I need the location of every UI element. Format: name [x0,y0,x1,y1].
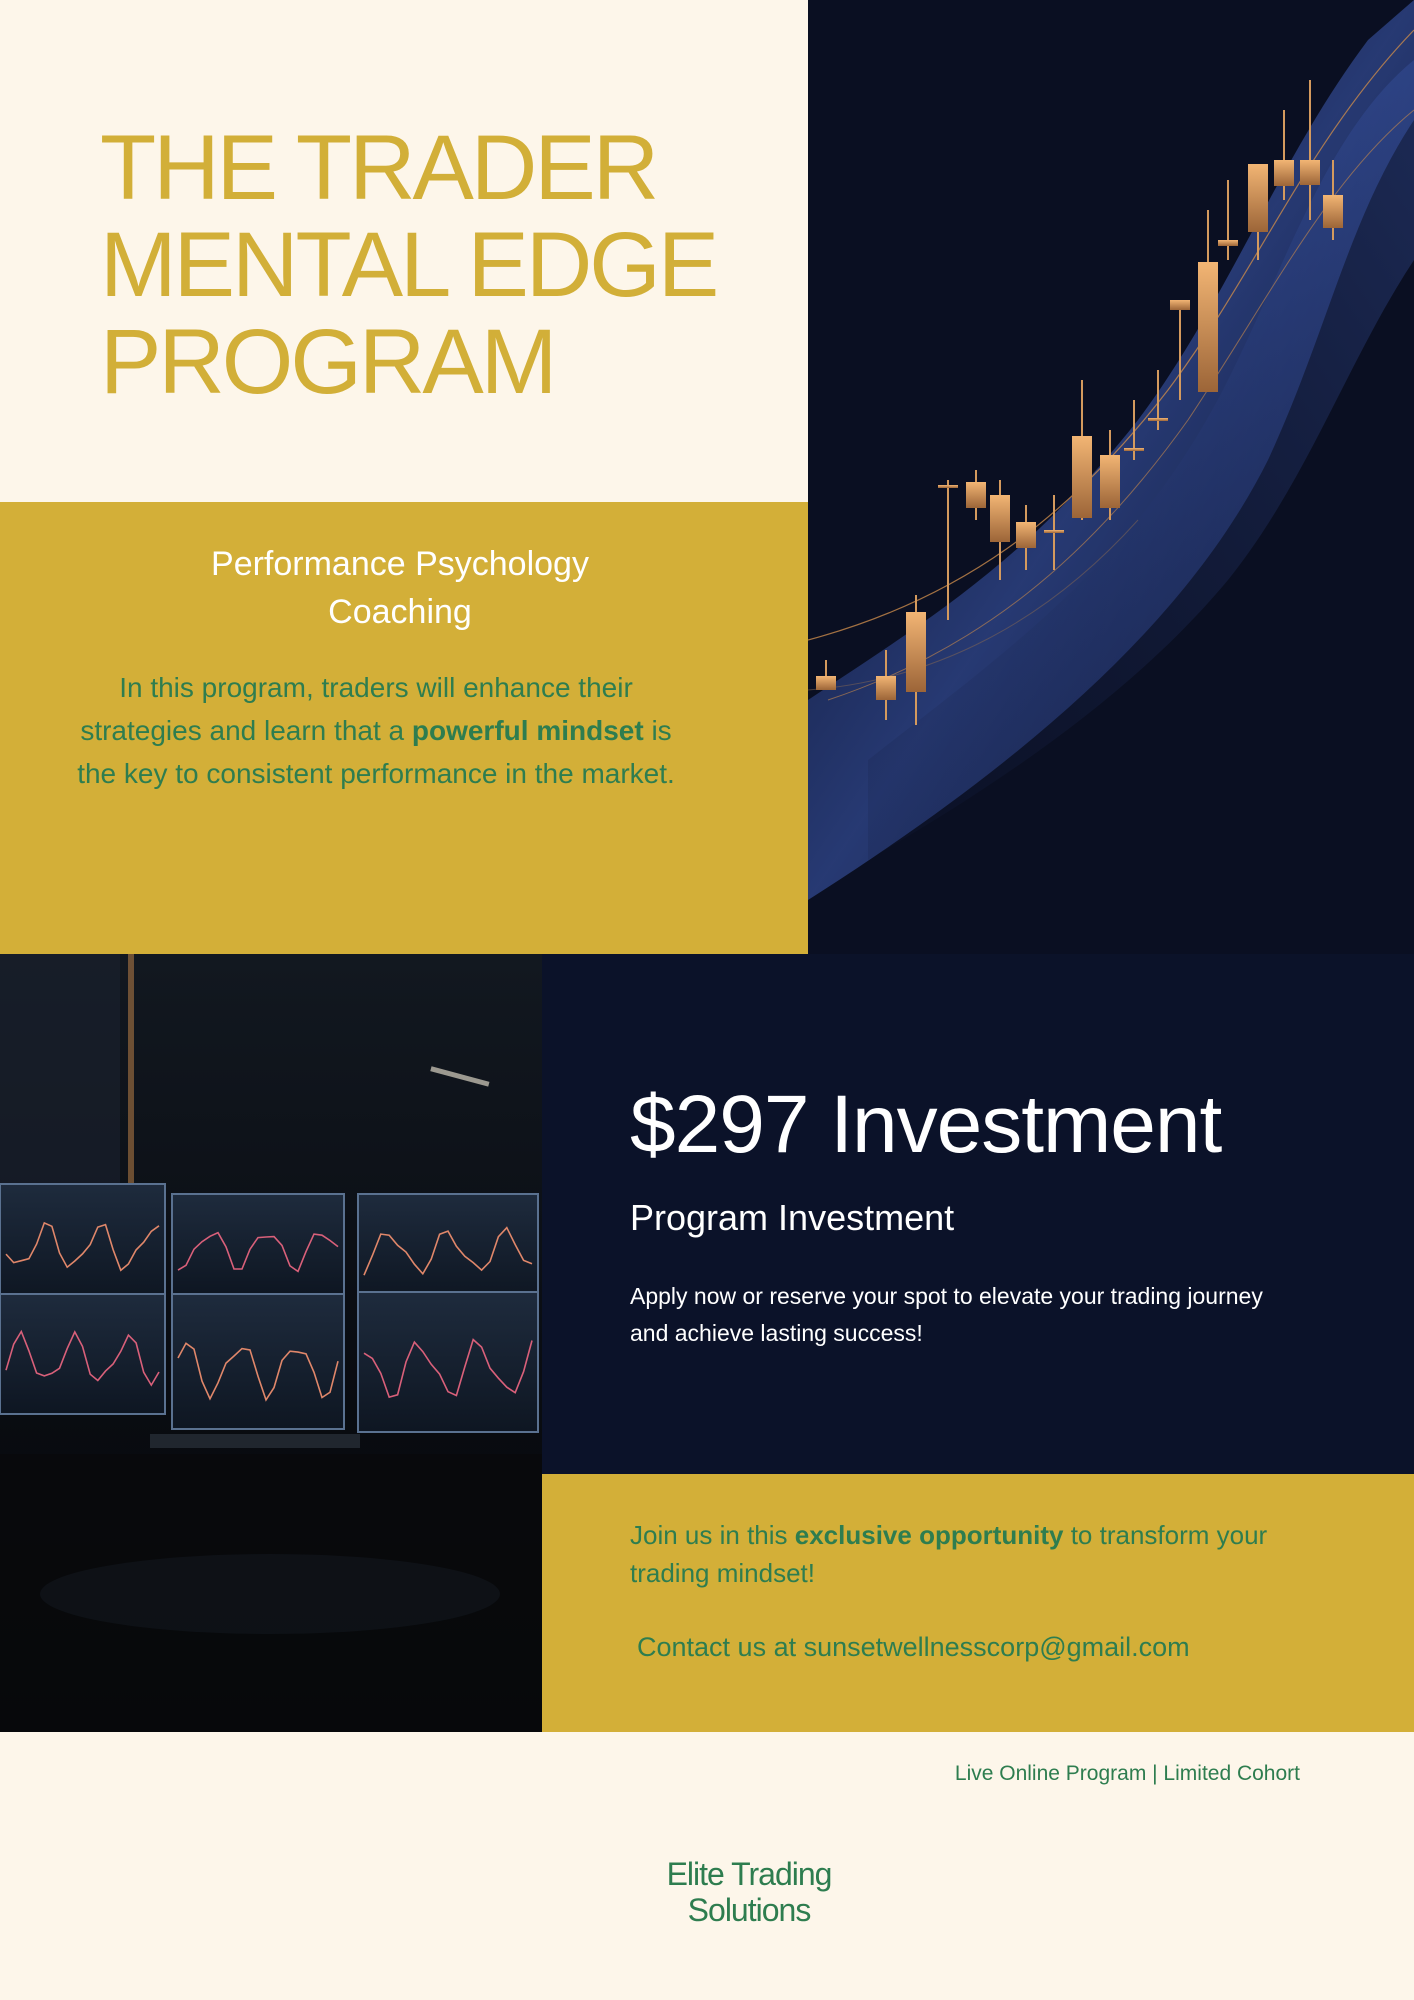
coaching-text-end: is the key to consistent performance in the market. [77,715,675,789]
monitor-screen [358,1292,538,1432]
cta-text-end: to transform your trading mindset! [630,1520,1268,1588]
title-panel [0,0,808,502]
candle-body [1100,455,1120,508]
candlestick-hero-image [808,0,1414,954]
brand-line-2: Solutions [687,1892,811,1928]
monitor-screen [172,1194,344,1294]
coaching-description [76,666,676,795]
coaching-text-start: In this program, traders will enhance their strategies and learn that a [80,672,633,746]
title-line-1: THE TRADER [100,117,657,219]
candle-body [966,482,986,508]
trading-desk-illustration [0,954,542,1732]
monitor-screen [358,1194,538,1299]
price-headline: $297 Investment [630,1079,1222,1170]
candle-body [1148,418,1168,421]
candle-body [1016,522,1036,548]
investment-description: Apply now or reserve your spot to elevate your trading journey and achieve lasting success! [630,1283,1263,1346]
candle-body [816,676,836,690]
candle-body [1170,300,1190,310]
investment-subheading: Program Investment [630,1197,955,1238]
monitor-wall [0,1184,538,1432]
contact-email-text[interactable]: Contact us at sunsetwellnesscorp@gmail.com [637,1632,1190,1662]
candle-body [1323,195,1343,228]
coaching-heading-line-2: Coaching [328,593,472,631]
coaching-heading [0,540,800,636]
candle-body [1218,240,1238,246]
candle-body [1044,530,1064,533]
brand-line-1: Elite Trading [666,1856,832,1892]
cta-text-start: Join us in this [630,1520,795,1550]
candle-body [990,495,1010,542]
title-line-2: MENTAL EDGE [100,214,717,316]
monitor-screen [0,1184,165,1299]
cta-panel [542,1474,1414,1732]
trading-desk-photo [0,954,542,1732]
candlestick-illustration [808,0,1414,954]
investment-panel [542,954,1414,1474]
coaching-heading-line-1: Performance Psychology [211,545,589,583]
footer-tagline: Live Online Program | Limited Cohort [954,1762,1300,1785]
coaching-panel [0,502,808,954]
monitor-screen [0,1294,165,1414]
candle-body [1124,448,1144,451]
candle-body [1300,160,1320,185]
brand-logo-text [600,1856,898,1928]
candle-body [1248,164,1268,232]
candle-body [1274,160,1294,186]
coaching-text-emphasis: powerful mindset [411,715,644,746]
candle-body [1072,436,1092,518]
candle-body [1198,262,1218,392]
candle-body [876,676,896,700]
cta-text-emphasis: exclusive opportunity [794,1520,1064,1550]
title-line-3: PROGRAM [100,311,555,413]
cta-text [630,1516,1330,1592]
candle-body [938,485,958,488]
candle-body [906,612,926,692]
